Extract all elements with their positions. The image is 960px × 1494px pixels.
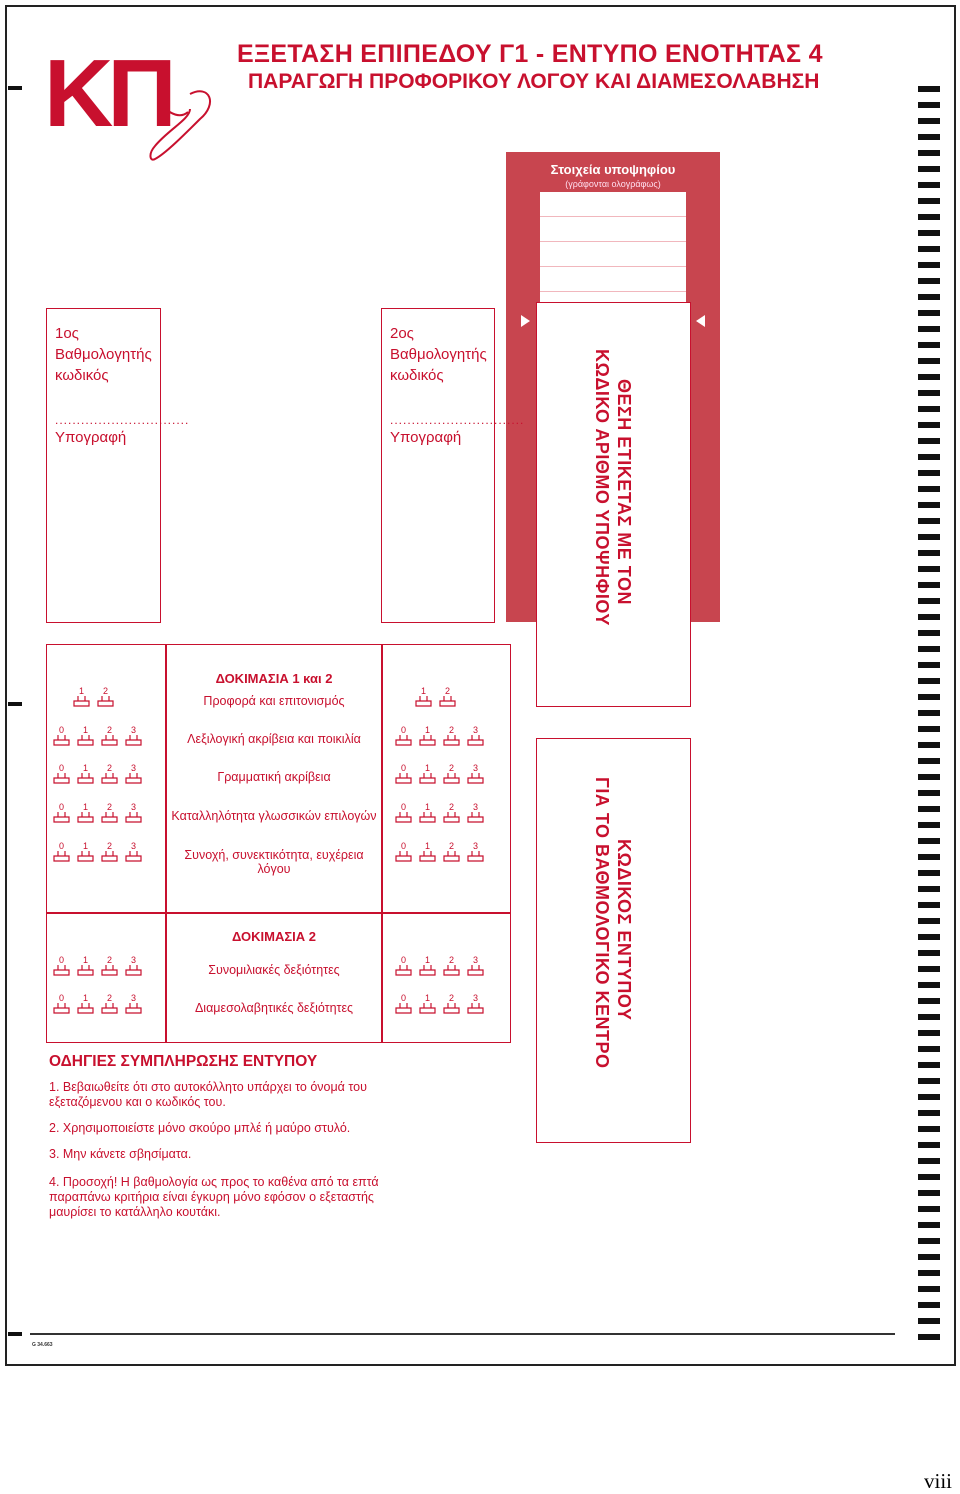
timing-mark [918,1174,940,1180]
timing-mark [918,1318,940,1324]
score-checkbox[interactable] [395,842,412,862]
timing-mark [918,630,940,636]
score-value: 0 [400,993,406,1003]
timing-mark [918,406,940,412]
score-checkbox[interactable] [101,842,118,862]
score-marks-grader-2 [395,803,484,823]
timing-mark [918,934,940,940]
score-marks-grader-2 [395,842,484,862]
timing-mark [918,534,940,540]
timing-mark [918,806,940,812]
score-value: 3 [130,993,136,1003]
timing-mark [918,246,940,252]
score-checkbox[interactable] [419,842,436,862]
instruction-3: 3. Μην κάνετε σβησίματα. [49,1147,192,1161]
score-value: 1 [82,763,88,773]
section-1-title: ΔΟΚΙΜΑΣΙΑ 1 και 2 [215,671,333,686]
score-value: 3 [472,725,478,735]
score-value: 1 [420,686,426,696]
candidate-name-field[interactable] [540,192,686,302]
score-value: 0 [400,763,406,773]
timing-mark [918,454,940,460]
score-checkbox[interactable] [419,726,436,746]
score-value: 0 [400,955,406,965]
timing-mark [918,118,940,124]
criterion-mediation: Διαμεσολαβητικές δεξιότητες [194,1001,354,1015]
score-value: 2 [106,725,112,735]
score-value: 3 [130,725,136,735]
criterion-coherence: Συνοχή, συνεκτικότητα, ευχέρεια λόγου [184,848,364,876]
score-value: 1 [424,841,430,851]
timing-mark [918,982,940,988]
score-value: 3 [130,763,136,773]
svg-text:ΚΠ: ΚΠ [44,40,171,147]
score-value: 3 [130,841,136,851]
candidate-label-area[interactable] [536,302,691,707]
score-checkbox[interactable] [73,687,90,707]
score-value: 0 [400,841,406,851]
timing-mark [918,614,940,620]
score-value: 0 [58,763,64,773]
timing-mark [918,1046,940,1052]
grader-2-code-label: κωδικός [390,367,444,384]
label-area-text-1: ΘΕΣΗ ΕΤΙΚΕΤΑΣ ΜΕ ΤΟΝ [614,379,634,605]
score-value: 1 [424,993,430,1003]
candidate-details-subtitle: (γράφονται ολογράφως) [565,179,661,189]
score-checkbox[interactable] [395,956,412,976]
score-value: 3 [472,993,478,1003]
grader-2-box[interactable] [381,308,525,623]
score-value: 2 [106,841,112,851]
score-checkbox[interactable] [439,687,456,707]
score-checkbox[interactable] [443,726,460,746]
grader-1-code-label: κωδικός [55,367,109,384]
score-checkbox[interactable] [53,842,70,862]
score-checkbox[interactable] [101,803,118,823]
timing-mark [918,310,940,316]
form-code-area[interactable] [536,738,691,1143]
grader-2-dots: ............................... [390,413,525,427]
label-area-text-2: ΚΩΔΙΚΟ ΑΡΙΘΜΟ ΥΠΟΨΗΦΙΟΥ [592,349,612,626]
timing-mark [918,1126,940,1132]
score-value: 3 [472,841,478,851]
score-marks-grader-1 [53,842,142,862]
timing-mark [918,742,940,748]
criterion-pronunciation: Προφορά και επιτονισμός [203,694,345,708]
score-checkbox[interactable] [443,956,460,976]
timing-mark [918,1030,940,1036]
code-area-text-2: ΓΙΑ ΤΟ ΒΑΘΜΟΛΟΓΙΚΟ ΚΕΝΤΡΟ [592,777,612,1069]
score-marks-grader-1 [53,956,142,976]
timing-mark [918,822,940,828]
score-value: 3 [472,802,478,812]
timing-mark [918,1302,940,1308]
timing-mark [918,902,940,908]
score-value: 0 [400,725,406,735]
timing-mark [918,262,940,268]
timing-mark [918,518,940,524]
score-value: 0 [58,841,64,851]
instruction-2: 2. Χρησιμοποιείστε μόνο σκούρο μπλέ ή μαύρο στυλό. [49,1121,351,1135]
score-value: 0 [400,802,406,812]
score-checkbox[interactable] [443,842,460,862]
timing-mark [918,1110,940,1116]
grader-1-order: 1ος [55,325,79,342]
timing-mark [918,1254,940,1260]
timing-mark [918,470,940,476]
score-checkbox[interactable] [77,994,94,1014]
score-checkbox[interactable] [395,994,412,1014]
score-marks-grader-1 [53,764,142,784]
timing-mark [918,710,940,716]
timing-mark [918,646,940,652]
alignment-mark [8,86,22,90]
score-value: 0 [58,802,64,812]
score-checkbox[interactable] [53,764,70,784]
score-checkbox[interactable] [467,842,484,862]
score-marks-grader-2 [415,687,456,707]
grader-2-order: 2ος [390,325,414,342]
score-checkbox[interactable] [53,956,70,976]
score-checkbox[interactable] [395,803,412,823]
score-value: 1 [82,841,88,851]
score-checkbox[interactable] [395,726,412,746]
score-checkbox[interactable] [419,994,436,1014]
score-checkbox[interactable] [125,842,142,862]
timing-mark [918,966,940,972]
score-marks-grader-1 [53,803,142,823]
timing-mark [918,582,940,588]
score-checkbox[interactable] [443,994,460,1014]
score-checkbox[interactable] [77,726,94,746]
score-checkbox[interactable] [419,803,436,823]
score-checkbox[interactable] [97,687,114,707]
score-value: 2 [448,841,454,851]
timing-mark [918,214,940,220]
triangle-left-icon [696,315,705,327]
timing-mark [918,918,940,924]
score-value: 2 [106,955,112,965]
timing-mark [918,550,940,556]
score-marks-grader-2 [395,994,484,1014]
timing-mark [918,886,940,892]
timing-mark [918,134,940,140]
score-checkbox[interactable] [77,842,94,862]
triangle-right-icon [521,315,530,327]
timing-mark [918,678,940,684]
score-value: 2 [448,802,454,812]
alignment-mark [8,702,22,706]
timing-mark [918,374,940,380]
timing-mark [918,230,940,236]
timing-mark [918,390,940,396]
timing-mark [918,598,940,604]
timing-mark [918,326,940,332]
timing-mark [918,790,940,796]
score-checkbox[interactable] [467,803,484,823]
score-value: 1 [82,993,88,1003]
score-checkbox[interactable] [77,956,94,976]
kp-logo [40,34,220,164]
timing-mark [918,1334,940,1340]
score-checkbox[interactable] [125,764,142,784]
score-value: 3 [130,802,136,812]
score-value: 1 [82,802,88,812]
candidate-details-title: Στοιχεία υποψηφίου [550,162,676,177]
score-checkbox[interactable] [395,764,412,784]
timing-mark [918,1078,940,1084]
timing-mark [918,950,940,956]
timing-mark [918,1094,940,1100]
score-checkbox[interactable] [467,956,484,976]
score-checkbox[interactable] [101,764,118,784]
timing-mark [918,774,940,780]
score-checkbox[interactable] [443,803,460,823]
timing-mark [918,870,940,876]
timing-mark [918,694,940,700]
score-value: 1 [424,955,430,965]
score-checkbox[interactable] [53,803,70,823]
timing-mark [918,102,940,108]
score-marks-grader-2 [395,726,484,746]
score-value: 2 [102,686,108,696]
timing-mark [918,838,940,844]
score-marks-grader-1 [73,687,114,707]
timing-mark [918,726,940,732]
timing-mark [918,358,940,364]
timing-mark [918,150,940,156]
page-subtitle: ΠΑΡΑΓΩΓΗ ΠΡΟΦΟΡΙΚΟΥ ΛΟΓΟΥ ΚΑΙ ΔΙΑΜΕΣΟΛΑΒΗΣΗ [248,70,820,93]
code-area-text-1: ΚΩΔΙΚΟΣ ΕΝΤΥΠΟΥ [614,839,634,1021]
score-checkbox[interactable] [419,764,436,784]
score-checkbox[interactable] [53,726,70,746]
score-checkbox[interactable] [467,764,484,784]
score-value: 0 [58,993,64,1003]
instruction-4: 4. Προσοχή! Η βαθμολογία ως προς το καθένα από τα επτά παραπάνω κριτήρια είναι έγκυρη μόνο εφόσον ο εξεταστής μαυρίσει το κατάλληλο κουτάκι. [49,1175,379,1219]
timing-mark [918,1238,940,1244]
score-value: 1 [424,802,430,812]
criterion-conversation: Συνομιλιακές δεξιότητες [208,963,340,977]
timing-mark [918,294,940,300]
score-checkbox[interactable] [53,994,70,1014]
score-checkbox[interactable] [467,726,484,746]
timing-mark [918,198,940,204]
timing-mark [918,854,940,860]
grader-2-signature-label: Υπογραφή [390,429,462,446]
score-marks-grader-2 [395,956,484,976]
timing-mark [918,1062,940,1068]
timing-mark [918,438,940,444]
timing-mark [918,566,940,572]
score-value: 2 [448,993,454,1003]
score-value: 3 [130,955,136,965]
grader-1-label: Βαθμολογητής [55,346,152,363]
score-checkbox[interactable] [101,956,118,976]
score-value: 3 [472,955,478,965]
score-marks-grader-2 [395,764,484,784]
score-checkbox[interactable] [415,687,432,707]
timing-mark [918,1222,940,1228]
timing-mark [918,998,940,1004]
score-value: 2 [448,763,454,773]
timing-mark [918,278,940,284]
instructions-heading: ΟΔΗΓΙΕΣ ΣΥΜΠΛΗΡΩΣΗΣ ΕΝΤΥΠΟΥ [49,1053,318,1070]
score-checkbox[interactable] [77,803,94,823]
instruction-1: 1. Βεβαιωθείτε ότι στο αυτοκόλλητο υπάρχει το όνομά του εξεταζόμενου και ο κωδικός του. [49,1080,367,1109]
timing-mark [918,1270,940,1276]
score-value: 1 [424,725,430,735]
timing-mark [918,86,940,92]
section-2-title: ΔΟΚΙΜΑΣΙΑ 2 [232,929,316,944]
score-marks-grader-1 [53,994,142,1014]
score-checkbox[interactable] [125,803,142,823]
timing-mark [918,502,940,508]
score-value: 2 [444,686,450,696]
score-value: 3 [472,763,478,773]
form-code: G 34.663 [32,1342,53,1348]
score-value: 1 [82,955,88,965]
timing-mark [918,1142,940,1148]
timing-mark [918,166,940,172]
timing-mark [918,182,940,188]
grader-1-dots: ............................... [55,413,190,427]
timing-mark [918,486,940,492]
timing-mark [918,1190,940,1196]
timing-mark [918,342,940,348]
score-checkbox[interactable] [125,726,142,746]
score-marks-grader-1 [53,726,142,746]
score-value: 2 [448,955,454,965]
timing-mark [918,1206,940,1212]
alignment-mark [8,1332,22,1336]
score-value: 0 [58,725,64,735]
score-value: 1 [78,686,84,696]
score-checkbox[interactable] [101,726,118,746]
score-checkbox[interactable] [101,994,118,1014]
footer-divider [30,1333,895,1335]
score-checkbox[interactable] [443,764,460,784]
score-value: 2 [106,802,112,812]
grader-2-label: Βαθμολογητής [390,346,487,363]
score-value: 0 [58,955,64,965]
criterion-appropriateness: Καταλληλότητα γλωσσικών επιλογών [171,809,377,823]
score-value: 2 [106,993,112,1003]
score-checkbox[interactable] [467,994,484,1014]
score-value: 2 [106,763,112,773]
timing-mark [918,422,940,428]
score-checkbox[interactable] [77,764,94,784]
grader-1-signature-label: Υπογραφή [55,429,127,446]
timing-mark [918,1286,940,1292]
scoring-grid [46,644,511,1043]
score-checkbox[interactable] [125,994,142,1014]
page-title: ΕΞΕΤΑΣΗ ΕΠΙΠΕΔΟΥ Γ1 - ΕΝΤΥΠΟ ΕΝΟΤΗΤΑΣ 4 [237,40,823,68]
criterion-grammar: Γραμματική ακρίβεια [217,770,331,784]
timing-mark [918,758,940,764]
grader-1-box[interactable] [46,308,190,623]
score-checkbox[interactable] [125,956,142,976]
score-value: 1 [424,763,430,773]
page-number: viii [923,1469,952,1493]
timing-mark [918,1014,940,1020]
timing-mark [918,1158,940,1164]
criterion-vocabulary: Λεξιλογική ακρίβεια και ποικιλία [187,732,361,746]
score-value: 1 [82,725,88,735]
timing-mark [918,662,940,668]
score-checkbox[interactable] [419,956,436,976]
score-value: 2 [448,725,454,735]
